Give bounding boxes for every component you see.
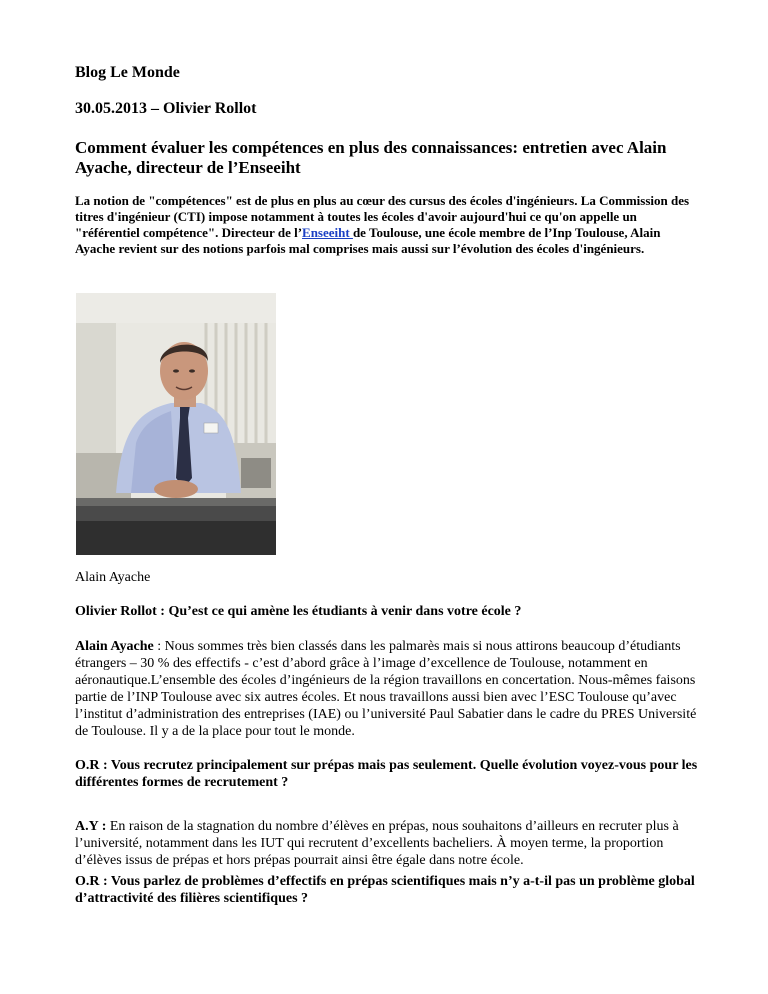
question-3: O.R : Vous parlez de problèmes d’effectifs en prépas scientifiques mais n’y a-t-il pas un problème global d’attractivité des filières scientifiques ? xyxy=(75,874,695,906)
lead-text-start: La notion de "compétences" est de plus en plus au cœur des cursus des écoles d'ingénieurs. La Commission des titres d'ingénieur (CTI) impose notamment à toutes les écoles d'avoir aujourd'hui ce qu'on appelle un "référentiel compétence". Directeur de l’ xyxy=(75,193,690,240)
article-headline: Comment évaluer les compétences en plus des connaissances: entretien avec Alain Ayache, directeur de l’Enseeiht xyxy=(75,138,667,177)
question-1: Olivier Rollot : Qu’est ce qui amène les étudiants à venir dans votre école ? xyxy=(75,604,522,619)
answer-2-speaker: A.Y : xyxy=(75,819,107,834)
date-author-line: 30.05.2013 – Olivier Rollot xyxy=(75,100,257,117)
portrait-photo xyxy=(76,293,276,555)
lead-text-end: de Toulouse, une école membre de l’Inp Toulouse, Alain Ayache revient sur des notions parfois mal comprises mais aussi sur l’évolution des écoles d'ingénieurs. xyxy=(75,225,661,256)
enseeiht-link[interactable]: Enseeiht xyxy=(302,225,353,240)
answer-2 xyxy=(75,818,700,869)
question-2: O.R : Vous recrutez principalement sur prépas mais pas seulement. Quelle évolution voyez-vous pour les différentes formes de recrutement ? xyxy=(75,758,698,790)
answer-1-text: : Nous sommes très bien classés dans les palmarès mais si nous attirons beaucoup d’étudiants étrangers – 30 % des effectifs - c’est d’abord grâce à l’image d’excellence de Toulouse, notamment en aéronautique.L’ensemble des écoles d’ingénieurs de la région travaillons en concertation. Nous-mêmes faisons partie de l’INP Toulouse avec six autres écoles. Et nous travaillons aussi bien avec l’ESC Toulouse qu’avec l’institut d’administration des entreprises (IAE) ou l’université Paul Sabatier dans le cadre du PRES Université de Toulouse. Il y a de la place pour tout le monde. xyxy=(75,639,697,739)
answer-1 xyxy=(75,638,700,740)
answer-2-text: En raison de la stagnation du nombre d’élèves en prépas, nous souhaitons d’ailleurs en recruter plus à l’université, notamment dans les IUT qui recrutent d’excellents bacheliers. À moyen terme, la proportion d’élèves issus de prépas et hors prépas pourrait ainsi être égale dans notre école. xyxy=(75,819,679,868)
answer-1-speaker: Alain Ayache xyxy=(75,639,154,654)
photo-caption: Alain Ayache xyxy=(75,570,151,585)
blog-title: Blog Le Monde xyxy=(75,64,180,81)
article-lead xyxy=(75,193,700,257)
